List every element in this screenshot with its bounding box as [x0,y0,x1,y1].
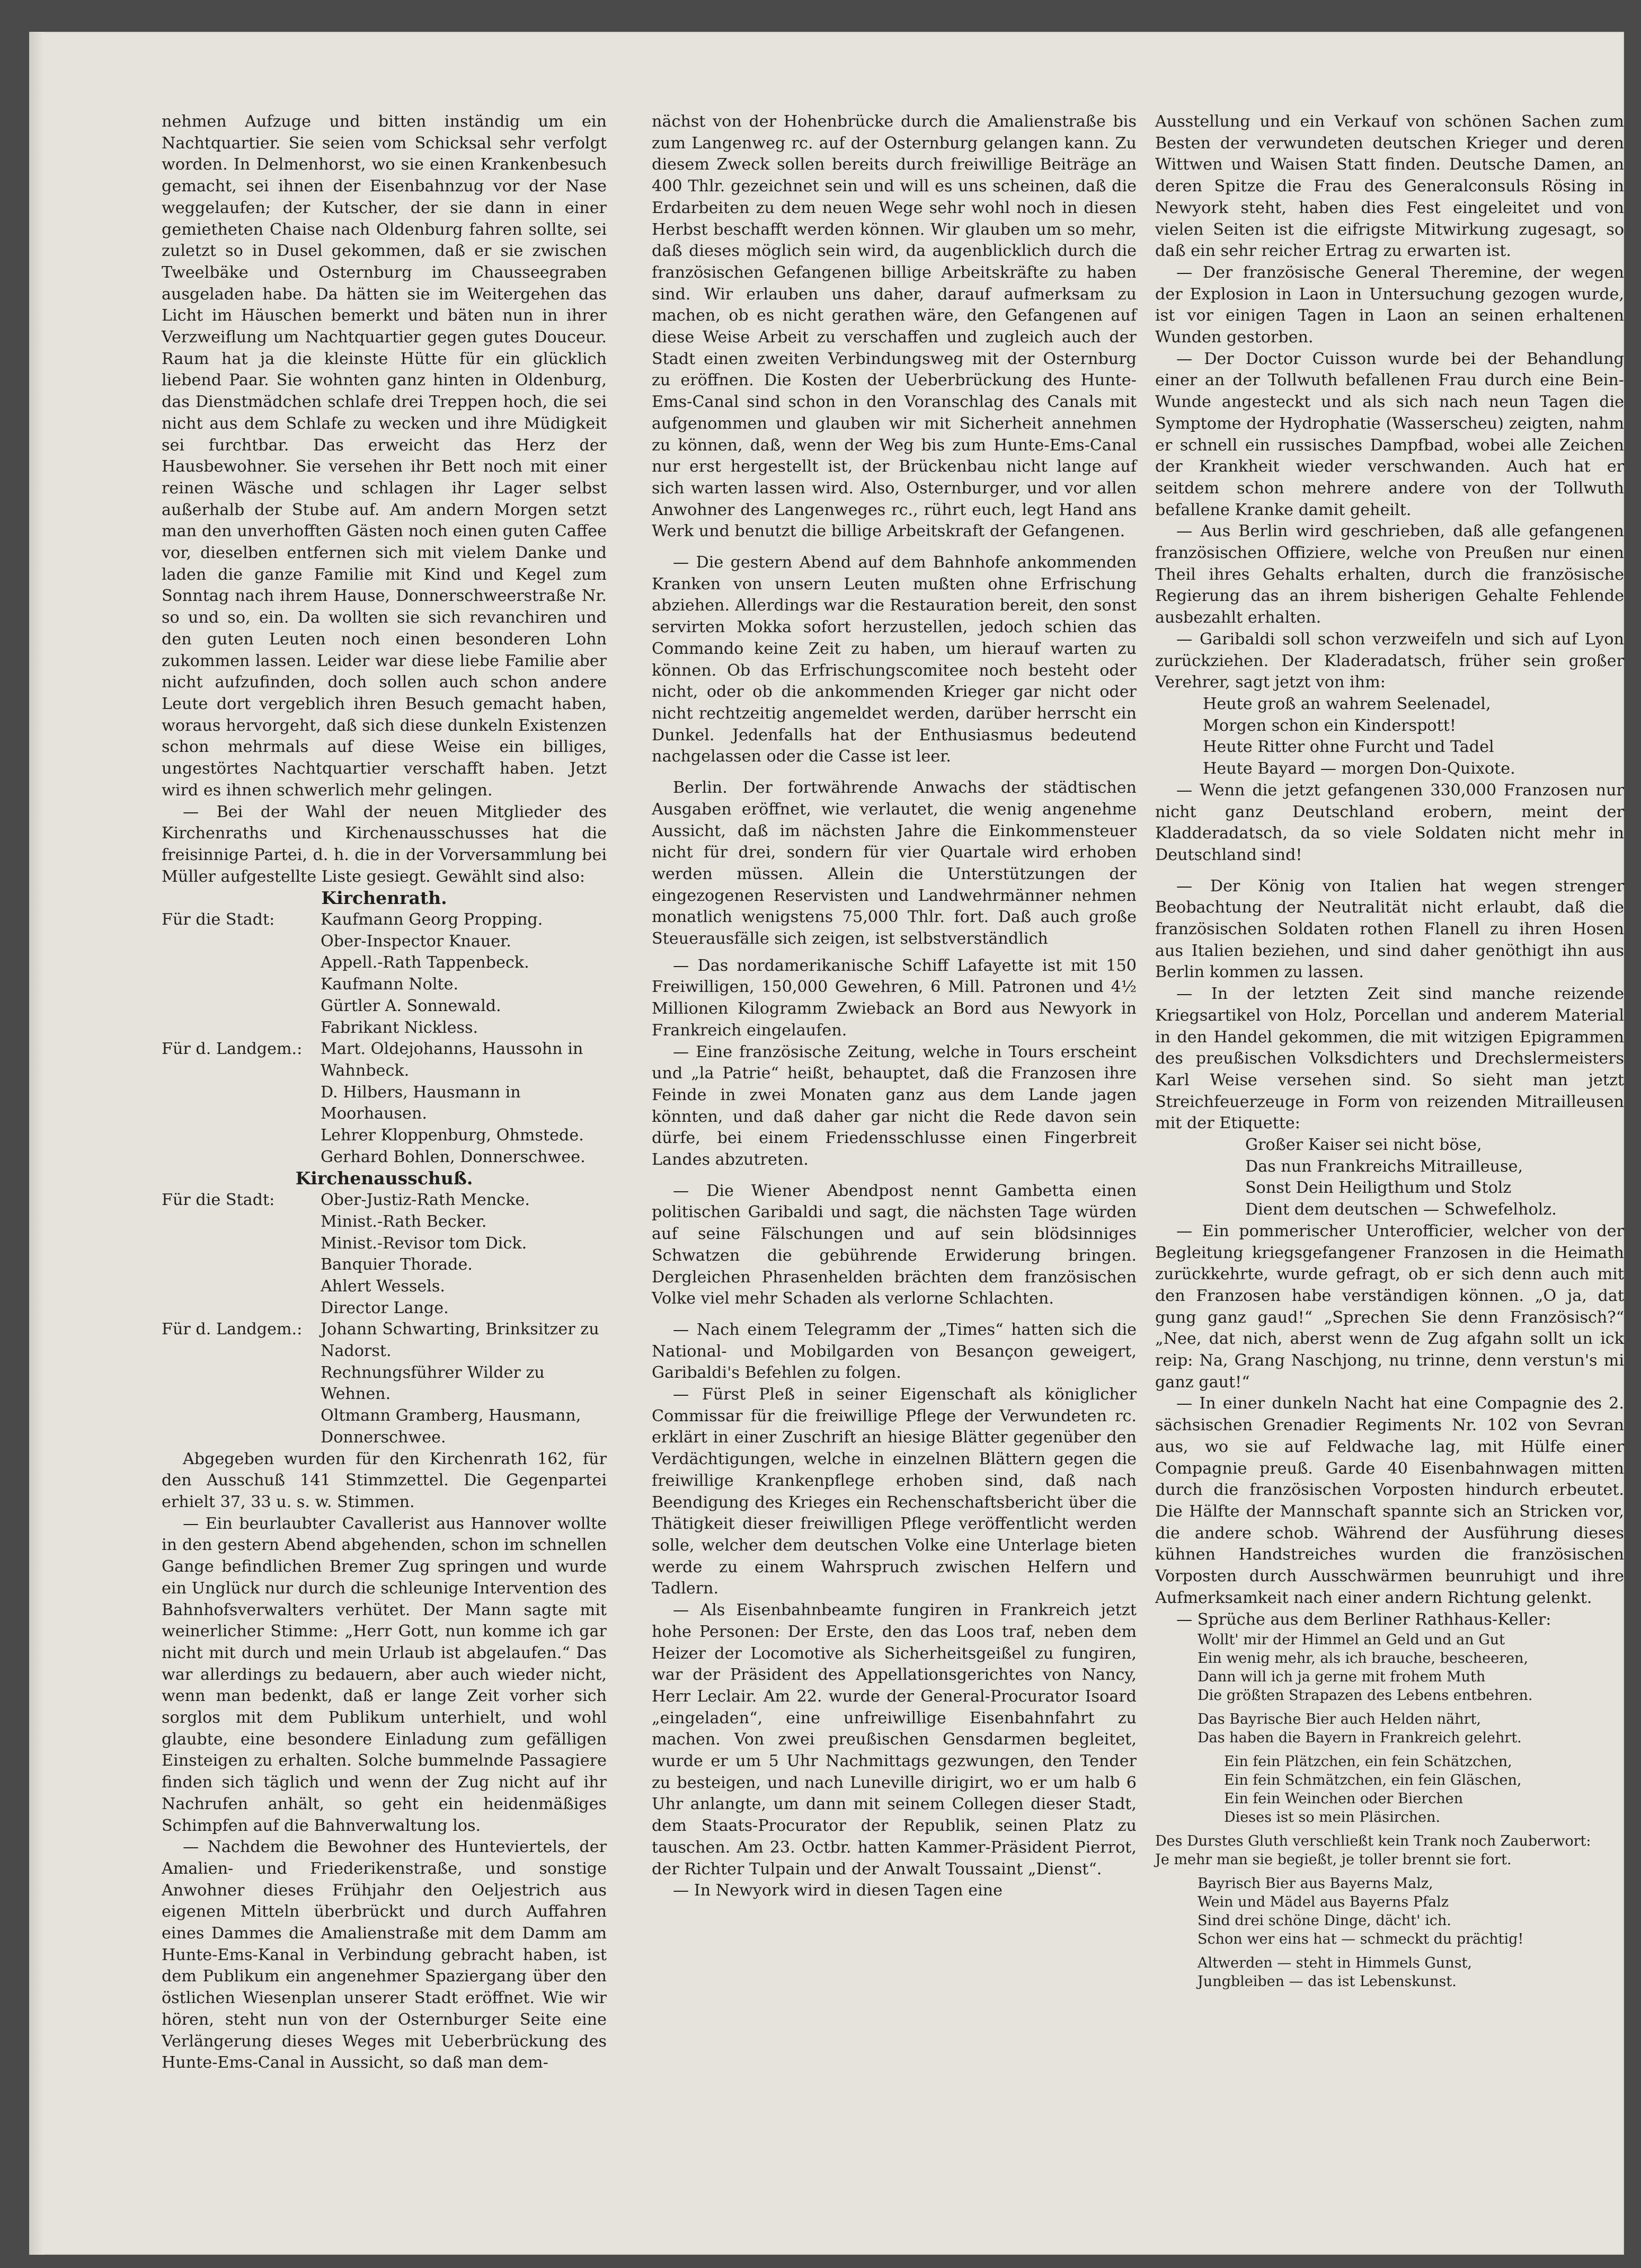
article-text: nächst von der Hohenbrücke durch die Amalienstraße bis zum Langenweg rc. auf der Osternburg gelangen kann. Zu diesem Zweck sollen bereits durch freiwillige Beiträge an 400 Thlr. gezeichnet sein und will es uns scheinen, daß die Erdarbeiten zu dem neuen Wege sehr wohl noch in diesen Herbst beschafft werden können. Wir glauben um so mehr, daß dieses möglich sein wird, da augenblicklich durch die französischen Gefangenen billige Arbeitskräfte zu haben sind. Wir erlauben uns daher, darauf aufmerksam zu machen, ob es nicht gerathen wäre, den Gefangenen auf diese Weise Arbeit zu verschaffen und zugleich auch der Stadt einen zweiten Verbindungsweg mit der Osternburg zu eröffnen. Die Kosten der Ueberbrückung des Hunte-Ems-Canal sind schon in den Voranschlag des Canals mit aufgenommen und glauben wir mit Sicherheit annehmen zu können, daß, wenn der Weg bis zum Hunte-Ems-Canal nur erst hergestellt ist, der Brückenbau nicht lange auf sich warten lassen wird. Also, Osternburger, und vor allen Anwohner des Langenweges rc., rührt euch, legt Hand ans Werk und benutzt die billige Arbeitskraft der Gefangenen. [652,112,1137,541]
article-text: — Nachdem die Bewohner des Hunteviertels, der Amalien- und Friederikenstraße, und sonstige Anwohner dieses Frühjahr den Oeljestrich aus eigenen Mitteln überbrückt und durch Auffahren eines Dammes die Amalienstraße mit dem Damm am Hunte-Ems-Kanal in Verbindung gebracht haben, ist dem Publikum ein angenehmer Spaziergang über den östlichen Wiesenplan unserer Stadt eröffnet. Wie wir hören, steht nun von der Osternburger Seite eine Verlängerung dieses Weges mit Ueberbrückung des Hunte-Ems-Canal in Aussicht, so daß man dem- [162,1838,607,2072]
election-row [162,909,607,931]
section-heading: Kirchenausschuß. [295,1168,473,1189]
article-text: — Der König von Italien hat wegen strenger Beobachtung der Neutralität nicht erlaubt, daß die französischen Soldaten rothen Flanell zu ihren Hosen aus Italien beziehen, und sind daher genöthigt ihn aus Berlin kommen zu lassen. [1155,876,1624,982]
member-name: Minist.-Rath Becker. [321,1212,487,1231]
district-label [162,1017,321,1039]
election-row [162,1147,607,1168]
saying-line: Des Durstes Gluth verschließt kein Trank noch Zauberwort: [1155,1833,1591,1850]
saying-line: Jungbleiben — das ist Lebenskunst. [1198,1973,1457,1990]
district-label [162,1211,321,1233]
district-label [162,1233,321,1255]
member-name: Appell.-Rath Tappenbeck. [321,953,529,972]
saying-line: Sind drei schöne Dinge, dächt' ich. [1198,1912,1451,1929]
member-name: Oltmann Gramberg, Hausmann, Donnerschwee. [321,1406,581,1447]
saying-block [1155,1954,1624,1991]
election-row [162,1362,607,1405]
saying-line: Ein fein Schmätzchen, ein fein Gläschen, [1224,1772,1522,1789]
district-label [162,1082,321,1125]
column-1 [162,111,607,2074]
member-name: Johann Schwarting, Brinksitzer zu Nadorst. [321,1320,599,1361]
district-label [162,952,321,974]
saying-line: Wein und Mädel aus Bayerns Pfalz [1198,1894,1449,1911]
election-row [162,1082,607,1125]
member-name: Gürtler A. Sonnewald. [321,996,501,1015]
district-label [162,1125,321,1147]
member-name: Kaufmann Georg Propping. [321,910,543,929]
article-text: — Nach einem Telegramm der „Times“ hatten sich die National- und Mobilgarden von Besançon geweigert, Garibaldi's Befehlen zu folgen. [652,1320,1137,1383]
article-text: — Ein beurlaubter Cavallerist aus Hannover wollte in den gestern Abend abgehenden, schon im schnellen Gange befindlichen Bremer Zug springen und wurde ein Unglück nur durch die schleunige Intervention des Bahnhofsverwalters verhütet. Der Mann sagte mit weinerlicher Stimme: „Herr Gott, nun komme ich gar nicht mit durch und mein Urlaub ist abgelaufen.“ Das war allerdings zu bedauern, aber auch wieder nicht, wenn man bedenkt, daß er lange Zeit vorher sich sorglos mit dem Publikum unterhielt, und wohl glaubte, eine besondere Einladung zum gefälligen Einsteigen zu erhalten. Solche bummelnde Passagiere finden sich täglich und wenn der Zug nicht auf ihr Nachrufen anhält, so geht ein heidenmäßiges Schimpfen auf die Bahnverwaltung los. [162,1514,607,1835]
election-row [162,1190,607,1211]
verse-line: Sonst Dein Heiligthum und Stolz [1245,1179,1512,1198]
article-text: — In Newyork wird in diesen Tagen eine [673,1881,1003,1900]
member-name: Mart. Oldejohanns, Haussohn in Wahnbeck. [321,1040,583,1080]
district-label [162,974,321,996]
member-name: Lehrer Kloppenburg, Ohmstede. [321,1126,584,1145]
newspaper-page [29,32,1624,2255]
article-text: — Garibaldi soll schon verzweifeln und sich auf Lyon zurückziehen. Der Kladeradatsch, früher sein großer Verehrer, sagt jetzt von ihm: [1155,630,1624,692]
saying-line: Dieses ist so mein Pläsirchen. [1224,1809,1441,1826]
election-row [162,1405,607,1448]
member-name: D. Hilbers, Hausmann in Moorhausen. [321,1083,521,1123]
section-heading: Kirchenrath. [321,888,447,909]
verse-line: Das nun Frankreichs Mitrailleuse, [1245,1157,1523,1176]
member-name: Director Lange. [321,1298,449,1317]
article-text: — Ein pommerischer Unterofficier, welcher von der Begleitung kriegsgefangener Franzosen in die Heimath zurückkehrte, wurde gefragt, ob er sich denn auch mit den Franzosen habe verständigen können. „O ja, dat gung ganz gaud!“ „Sprechen Sie denn Französisch?“ „Nee, dat nich, aberst wenn de Zug afgahn sollt un ick reip: Na, Grang Naschjong, nu trinne, denn verstun's mi ganz gaut!“ [1155,1221,1624,1392]
article-text: nehmen Aufzuge und bitten inständig um ein Nachtquartier. Sie seien vom Schicksal sehr verfolgt worden. In Delmenhorst, wo sie einen Krankenbesuch gemacht, sei ihnen der Eisenbahnzug vor der Nase weggelaufen; der Kutscher, der sie dann in einer gemietheten Chaise nach Oldenburg fahren sollte, sei zuletzt so in Dusel gekommen, daß er sie zwischen Tweelbäke und Osternburg im Chausseegraben ausgeladen habe. Da hätten sie im Weitergehen das Licht im Häuschen bemerkt und bäten nun in ihrer Verzweiflung um Nachtquartier gegen gutes Douceur. Raum hat ja die kleinste Hütte für ein glücklich liebend Paar. Sie wohnten ganz hinten in Oldenburg, das Dienstmädchen schlafe drei Treppen hoch, die sei nicht aus dem Schlafe zu wecken und ihre Müdigkeit sei furchtbar. Das erweicht das Herz der Hausbewohner. Sie versehen ihr Bett noch mit einer reinen Wäsche und schlagen ihr Lager selbst außerhalb der Stube auf. Am andern Morgen setzt man den unverhofften Gästen noch einen guten Caffee vor, dieselben entfernen sich mit vielem Danke und laden die ganze Familie mit Kind und Kegel zum Sonntag nach ihrem Hause, Donnerschweerstraße Nr. so und so, ein. Da wollten sie sich revanchiren und den guten Leuten noch einen besonderen Lohn zukommen lassen. Leider war diese liebe Familie aber nicht aufzufinden, doch sollen auch schon andere Leute dort vergeblich ihren Besuch gemacht haben, woraus hervorgeht, daß sich diese dunkeln Existenzen schon mehrmals auf diese Weise ein billiges, ungestörtes Nachtquartier verschafft haben. Jetzt wird es ihnen schwerlich mehr gelingen. [162,112,607,800]
member-name: Ober-Justiz-Rath Mencke. [321,1191,530,1210]
verse-line: Morgen schon ein Kinderspott! [1203,716,1457,735]
article-text: — Eine französische Zeitung, welche in Tours erscheint und „la Patrie“ heißt, behauptet, daß die Franzosen ihre Feinde in zwei Monaten ganz aus dem Lande jagen könnten, und daß daher gar nicht die Rede davon sein dürfe, bei einem Friedensschlusse einen Fingerbreit Landes abzutreten. [652,1042,1137,1170]
district-label [162,1276,321,1298]
article-text: — Die Wiener Abendpost nennt Gambetta einen politischen Garibaldi und sagt, die nächsten Tage würden auf seine Fälschungen und auf sein blödsinniges Schwatzen die gebührende Erwiderung bringen. Dergleichen Phrasenhelden brächten dem französischen Volke viel mehr Schaden als verlorne Schlachten. [652,1181,1137,1308]
saying-line: Ein fein Plätzchen, ein fein Schätzchen, [1224,1753,1512,1770]
member-name: Ober-Inspector Knauer. [321,932,511,951]
member-name: Kaufmann Nolte. [321,975,459,994]
verse-line: Dient dem deutschen — Schwefelholz. [1245,1200,1557,1219]
saying-line: Dann will ich ja gerne mit frohem Muth [1198,1669,1486,1686]
election-row [162,952,607,974]
district-label: Für d. Landgem.: [162,1320,303,1339]
article-text: — Fürst Pleß in seiner Eigenschaft als königlicher Commissar für die freiwillige Pflege der Verwundeten rc. erklärt in einer Zuschrift an hiesige Blätter gegenüber den Verdächtigungen, welche in einzelnen Blättern gegen die freiwillige Krankenpflege erhoben sind, daß nach Beendigung des Krieges ein Rechenschaftsbericht über die Thätigkeit dieser freiwilligen Pflege veröffentlicht werden solle, welcher dem deutschen Volke eine Unterlage bieten werde zu einem Wahrspruch zwischen Helfern und Tadlern. [652,1385,1137,1598]
district-label [162,1147,321,1168]
saying-line: Wollt' mir der Himmel an Geld und an Gut [1198,1632,1505,1649]
article-text: — Der französische General Theremine, der wegen der Explosion in Laon in Untersuchung gezogen wurde, ist vor einigen Tagen in Laon an seinen erhaltenen Wunden gestorben. [1155,263,1624,347]
election-row [162,1298,607,1319]
member-name: Rechnungsführer Wilder zu Wehnen. [321,1363,545,1404]
article-text: Abgegeben wurden für den Kirchenrath 162, für den Ausschuß 141 Stimmzettel. Die Gegenpartei erhielt 37, 33 u. s. w. Stimmen. [162,1449,607,1511]
verse-line: Großer Kaiser sei nicht böse, [1245,1136,1482,1155]
saying-block [1155,1752,1624,1827]
election-row [162,1254,607,1276]
article-text: — Sprüche aus dem Berliner Rathhaus-Keller: [1176,1610,1551,1629]
article-text: — In der letzten Zeit sind manche reizende Kriegsartikel von Holz, Porcellan und anderem Material in den Handel gekommen, die mit witzigen Epigrammen des preußischen Volksdichters und Drechslermeisters Karl Weise versehen sind. So sieht man jetzt Streichfeuerzeuge in Form von reizenden Mitrailleusen mit der Etiquette: [1155,985,1624,1133]
article-text: — Bei der Wahl der neuen Mitglieder des Kirchenraths und Kirchenausschusses hat die freisinnige Partei, d. h. die in der Vorversammlung bei Müller aufgestellte Liste gesiegt. Gewählt sind also: [162,802,607,886]
member-name: Banquier Thorade. [321,1255,473,1274]
district-label [162,1254,321,1276]
article-text: Berlin. Der fortwährende Anwachs der städtischen Ausgaben eröffnet, wie verlautet, die wenig angenehme Aussicht, daß im nächsten Jahre die Einkommensteuer nicht für drei, sondern für vier Quartale wird erhoben werden müssen. Allein die Unterstützungen der eingezogenen Reservisten und Landwehrmänner nehmen monatlich wenigstens 75,000 Thlr. fort. Daß auch große Steuerausfälle sich zeigen, ist selbstverständlich [652,778,1137,949]
election-row [162,996,607,1017]
column-3 [1155,111,1624,1991]
article-text: — In einer dunkeln Nacht hat eine Compagnie des 2. sächsischen Grenadier Regiments Nr. 102 von Sevran aus, wo sie auf Feldwache lag, mit Hülfe einer Compagnie preuß. Garde 40 Eisenbahnwagen mitten durch die französischen Vorposten hindurch erbeutet. Die Hälfte der Mannschaft spannte sich an Stricken vor, die andere schob. Während der Ausführung dieses kühnen Handstreiches wurden die französischen Vorposten durch Ausschwärmen beunruhigt und ihre Aufmerksamkeit nach einer andern Richtung gelenkt. [1155,1394,1624,1607]
saying-line: Altwerden — steht in Himmels Gunst, [1198,1955,1472,1972]
election-row [162,1233,607,1255]
column-2 [652,111,1137,1902]
member-name: Ahlert Wessels. [321,1277,445,1296]
article-text: — Wenn die jetzt gefangenen 330,000 Franzosen nur nicht ganz Deutschland erobern, meint der Kladderadatsch, da so viele Soldaten nicht mehr in Deutschland sind! [1155,781,1624,864]
member-name: Fabrikant Nickless. [321,1018,478,1037]
district-label [162,1362,321,1405]
article-text: — Die gestern Abend auf dem Bahnhofe ankommenden Kranken von unsern Leuten mußten ohne Erfrischung abziehen. Allerdings war die Restauration bereit, den sonst servirten Mokka sofort herzustellen, jedoch schien das Commando keine Zeit zu haben, um hierauf warten zu können. Ob das Erfrischungscomitee noch besteht oder nicht, oder ob die ankommenden Krieger gar nicht oder nicht rechtzeitig angemeldet werden, darüber herrscht ein Dunkel. Jedenfalls hat der Enthusiasmus bedeutend nachgelassen oder die Casse ist leer. [652,553,1137,766]
district-label: Für die Stadt: [162,910,275,929]
election-row [162,1211,607,1233]
saying-line: Das Bayrische Bier auch Helden nährt, [1198,1711,1481,1728]
saying-line: Bayrisch Bier aus Bayerns Malz, [1198,1875,1433,1892]
saying-line: Schon wer eins hat — schmeckt du prächtig! [1198,1931,1524,1948]
election-row [162,1039,607,1082]
saying-line: Ein fein Weinchen oder Bierchen [1224,1791,1463,1808]
saying-line: Ein wenig mehr, als ich brauche, bescheeren, [1198,1650,1529,1667]
election-row [162,974,607,996]
verse-line: Heute groß an wahrem Seelenadel, [1203,694,1491,713]
election-list [162,909,607,1168]
election-row [162,1125,607,1147]
saying-line: Das haben die Bayern in Frankreich gelehrt. [1198,1730,1522,1747]
election-row [162,1017,607,1039]
verse-line: Heute Bayard — morgen Don-Quixote. [1203,759,1515,778]
district-label [162,931,321,953]
verse-block [1155,694,1624,780]
saying-block [1155,1832,1624,1869]
saying-block [1155,1874,1624,1948]
article-text: Ausstellung und ein Verkauf von schönen Sachen zum Besten der verwundeten deutschen Krieger und deren Wittwen und Waisen Statt finden. Deutsche Damen, an deren Spitze die Frau des Generalconsuls Rösing in Newyork steht, haben dies Fest eingeleitet und von vielen Seiten ist die eifrigste Mitwirkung zugesagt, so daß ein sehr reicher Ertrag zu erwarten ist. [1155,112,1624,261]
article-text: — Als Eisenbahnbeamte fungiren in Frankreich jetzt hohe Personen: Der Erste, den das Loos traf, neben dem Heizer der Locomotive als Sicherheitsgeißel zu fungiren, war der Präsident des Appellationsgerichtes von Nancy, Herr Leclair. Am 22. wurde der General-Procurator Isoard „eingeladen“, eine unfreiwillige Eisenbahnfahrt zu machen. Von zwei preußischen Gensdarmen begleitet, wurde er um 5 Uhr Nachmittags gezwungen, den Tender zu besteigen, und nach Luneville dirigirt, wo er um halb 6 Uhr anlangte, um dann mit seinem Collegen dieser Stadt, dem Staats-Procurator der Republik, seinen Platz zu tauschen. Am 23. Octbr. hatten Kammer-Präsident Pierrot, der Richter Tulpain und der Anwalt Toussaint „Dienst“. [652,1601,1137,1879]
article-text: — Das nordamerikanische Schiff Lafayette ist mit 150 Freiwilligen, 150,000 Gewehren, 6 Mill. Patronen und 4½ Millionen Kilogramm Zwieback an Bord aus Newyork in Frankreich eingelaufen. [652,956,1137,1040]
saying-line: Die größten Strapazen des Lebens entbehren. [1198,1687,1533,1704]
member-name: Gerhard Bohlen, Donnerschwee. [321,1147,586,1166]
district-label: Für die Stadt: [162,1191,275,1210]
election-row [162,1276,607,1298]
district-label [162,1405,321,1448]
saying-block [1155,1631,1624,1705]
verse-block [1155,1135,1624,1221]
saying-line: Je mehr man sie begießt, je toller brennt sie fort. [1155,1851,1512,1868]
election-row [162,1319,607,1362]
member-name: Minist.-Revisor tom Dick. [321,1234,527,1253]
saying-block [1155,1710,1624,1747]
page-binding-edge [29,32,44,2255]
election-row [162,931,607,953]
article-text: — Der Doctor Cuisson wurde bei der Behandlung einer an der Tollwuth befallenen Frau durch eine Bein-Wunde angesteckt und als sich nach neun Tagen die Symptome der Hydrophatie (Wasserscheu) zeigten, nahm er schnell ein russisches Dampfbad, wobei alle Zeichen der Krankheit wieder verschwanden. Auch hat er seitdem schon mehrere andere von der Tollwuth befallene Kranke damit geheilt. [1155,349,1624,519]
district-label: Für d. Landgem.: [162,1040,303,1059]
election-list [162,1190,607,1448]
district-label [162,996,321,1017]
district-label [162,1298,321,1319]
verse-line: Heute Ritter ohne Furcht und Tadel [1203,738,1494,757]
article-text: — Aus Berlin wird geschrieben, daß alle gefangenen französischen Offiziere, welche von Preußen nur einen Theil ihres Gehalts erhalten, durch die französische Regierung das an ihrem bisherigen Gehalte Fehlende ausbezahlt erhalten. [1155,522,1624,627]
